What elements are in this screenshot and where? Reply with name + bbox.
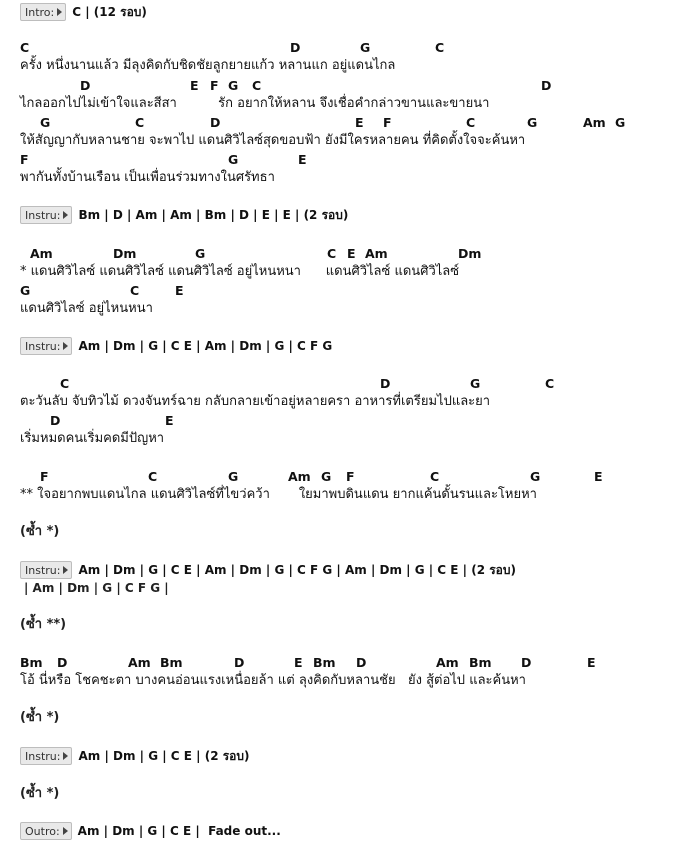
chord: C (430, 469, 440, 484)
chord: F (210, 78, 219, 93)
instru-tag[interactable] (20, 206, 72, 224)
outro-tag-label: Outro: (25, 824, 60, 838)
chord: Am (583, 115, 606, 130)
chord: F (40, 469, 49, 484)
chord: E (347, 246, 356, 261)
intro-tag-label: Intro: (25, 5, 55, 19)
instru-tag-label: Instru: (25, 563, 61, 577)
instru-row (20, 561, 516, 579)
chord: G (195, 246, 206, 261)
outro-tag[interactable] (20, 822, 72, 840)
chord: E (175, 283, 184, 298)
outro-sequence: Am | Dm | G | C E | Fade out... (77, 824, 281, 838)
chord: D (290, 40, 301, 55)
lyric-line: เริ่มหมดคนเริ่มคดมีปัญหา (20, 431, 165, 446)
lyric-line: ให้สัญญากับหลานชาย จะพาไป แดนศิวิไลซ์สุดขอบฟ้า ยังมีใครหลายคน ที่คิดตั้งใจจะค้นหา (20, 133, 526, 148)
chord: D (541, 78, 552, 93)
instru-tag-label: Instru: (25, 339, 61, 353)
chord: Dm (458, 246, 482, 261)
instru-sequence: Am | Dm | G | C E | Am | Dm | G | C F G | Am | Dm | G | C E | (2 รอบ) (78, 562, 516, 577)
chord: C (327, 246, 337, 261)
chord: G (360, 40, 371, 55)
lyric-line: * แดนศิวิไลซ์ แดนศิวิไลซ์ แดนศิวิไลซ์ อยู่ไหนหนา แดนศิวิไลซ์ แดนศิวิไลซ์ (20, 264, 460, 279)
chord: F (383, 115, 392, 130)
chord: E (298, 152, 307, 167)
chord: F (346, 469, 355, 484)
chord: G (228, 469, 239, 484)
chord: C (148, 469, 158, 484)
instru-sequence: Am | Dm | G | C E | (2 รอบ) (78, 748, 250, 763)
lyric-line: ** ใจอยากพบแดนไกล แดนศิวิไลซ์ที่ไขว่คว้า ใยมาพบดินแดน ยากแค้นดั้นรนและโหยหา (20, 487, 537, 502)
play-arrow-icon (63, 342, 68, 350)
chord: D (57, 655, 68, 670)
chord: Dm (113, 246, 137, 261)
chord: E (594, 469, 603, 484)
instru-sequence-continued: | Am | Dm | G | C F G | (24, 581, 169, 595)
instru-tag-label: Instru: (25, 208, 61, 222)
lyric-line: แดนศิวิไลซ์ อยู่ไหนหนา (20, 301, 153, 316)
play-arrow-icon (63, 566, 68, 574)
repeat-marker: (ซ้ำ *) (20, 710, 60, 725)
instru-sequence: Am | Dm | G | C E | Am | Dm | G | C F G (78, 339, 333, 353)
instru-tag-label: Instru: (25, 749, 61, 763)
chord: Bm (20, 655, 43, 670)
chord: Am (365, 246, 388, 261)
chord: C (130, 283, 140, 298)
chord: G (228, 78, 239, 93)
chord: G (20, 283, 31, 298)
instru-row (20, 337, 332, 355)
intro-sequence: C | (12 รอบ) (72, 4, 147, 19)
instru-sequence: Bm | D | Am | Am | Bm | D | E | E | (2 รอบ) (78, 207, 349, 222)
chord: Am (128, 655, 151, 670)
chord: D (50, 413, 61, 428)
chord: G (615, 115, 626, 130)
chord: C (20, 40, 30, 55)
chord: C (466, 115, 476, 130)
chord: C (545, 376, 555, 391)
chord: G (530, 469, 541, 484)
play-arrow-icon (63, 827, 68, 835)
chord: D (210, 115, 221, 130)
chord: G (40, 115, 51, 130)
instru-row (20, 206, 348, 224)
chord: C (252, 78, 262, 93)
chord: Am (436, 655, 459, 670)
lyric-line: โอ้ นี่หรือ โชคชะตา บางคนอ่อนแรงเหนื่อยล้า แต่ ลุงคิดกับหลานชัย ยัง สู้ต่อไป และค้นหา (20, 673, 526, 688)
chord: G (228, 152, 239, 167)
instru-tag[interactable] (20, 337, 72, 355)
outro-row (20, 822, 281, 840)
intro-tag[interactable] (20, 3, 66, 21)
intro-row (20, 3, 147, 21)
chord: G (321, 469, 332, 484)
chord: C (60, 376, 70, 391)
chord: Bm (313, 655, 336, 670)
chord: Am (288, 469, 311, 484)
instru-row (20, 747, 249, 765)
repeat-marker: (ซ้ำ **) (20, 617, 67, 632)
lyric-line: ครั้ง หนึ่งนานแล้ว มีลุงคิดกับชิดชัยลูกยายแก้ว หลานแก อยู่แดนไกล (20, 58, 396, 73)
chord: F (20, 152, 29, 167)
play-arrow-icon (57, 8, 62, 16)
chord: G (470, 376, 481, 391)
play-arrow-icon (63, 752, 68, 760)
chord: D (380, 376, 391, 391)
instru-tag[interactable] (20, 747, 72, 765)
chord: C (135, 115, 145, 130)
chord: D (356, 655, 367, 670)
lyric-line: พากันทั้งบ้านเรือน เป็นเพื่อนร่วมทางในศรัทธา (20, 170, 275, 185)
chord: E (190, 78, 199, 93)
lyric-line: ตะวันลับ จับทิวไม้ ดวงจันทร์ฉาย กลับกลายเข้าอยู่หลายครา อาหารที่เตรียมไปและยา (20, 394, 491, 409)
chord: C (435, 40, 445, 55)
chord: D (80, 78, 91, 93)
chord: G (527, 115, 538, 130)
chord: Bm (160, 655, 183, 670)
chord: D (234, 655, 245, 670)
chord: E (355, 115, 364, 130)
chord: E (587, 655, 596, 670)
chord: Am (30, 246, 53, 261)
chord: Bm (469, 655, 492, 670)
repeat-marker: (ซ้ำ *) (20, 786, 60, 801)
chord: E (294, 655, 303, 670)
chord: D (521, 655, 532, 670)
play-arrow-icon (63, 211, 68, 219)
chord: E (165, 413, 174, 428)
instru-tag[interactable] (20, 561, 72, 579)
lyric-line: ไกลออกไปไม่เข้าใจและสีสา รัก อยากให้หลาน จึงเชื่อคำกล่าวขานและขายนา (20, 96, 490, 111)
repeat-marker: (ซ้ำ *) (20, 524, 60, 539)
